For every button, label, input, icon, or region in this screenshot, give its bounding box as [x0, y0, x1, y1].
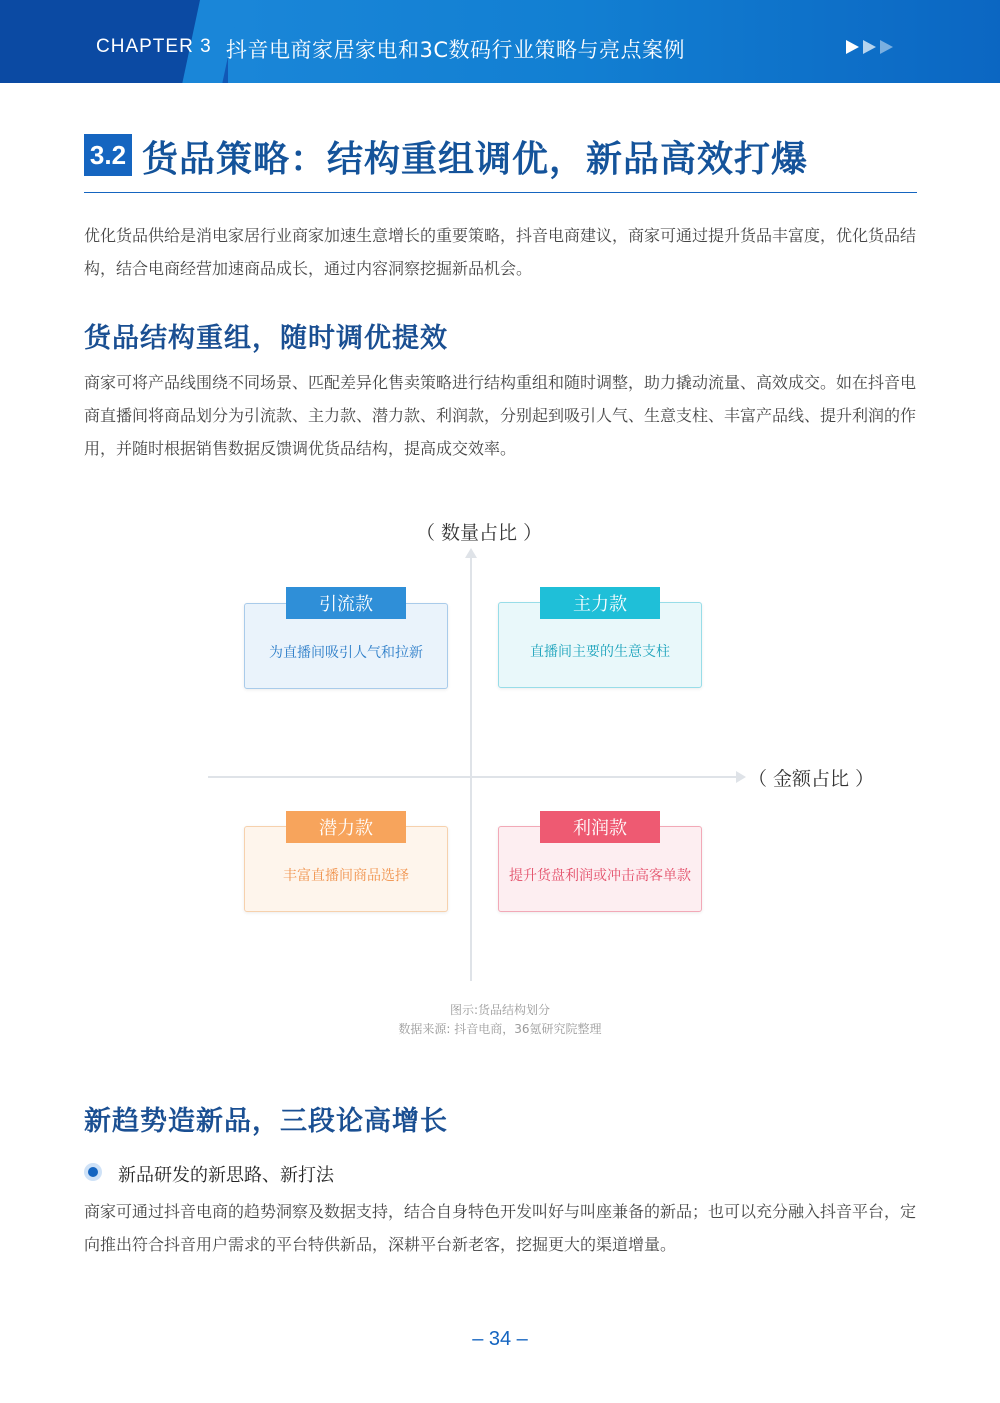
section-intro: 优化货品供给是消电家居行业商家加速生意增长的重要策略，抖音电商建议，商家可通过提升货品丰富度，优化货品结构，结合电商经营加速商品成长，通过内容洞察挖掘新品机会。 — [84, 226, 917, 278]
figure-caption-source: 数据来源: 抖音电商，36氪研究院整理 — [398, 1022, 602, 1036]
play-arrow-icon — [846, 40, 859, 54]
play-arrow-icon — [880, 40, 893, 54]
play-arrow-icon — [863, 40, 876, 54]
quadrant-desc-potential: 丰富直播间商品选择 — [283, 868, 409, 884]
quadrant-tag-potential: 潜力款 — [286, 811, 406, 843]
chapter-label: CHAPTER 3 — [96, 36, 212, 57]
page-number: – 34 – — [472, 1328, 528, 1350]
quadrant-desc-profit: 提升货盘利润或冲击高客单款 — [509, 868, 691, 884]
x-axis-arrow-icon — [736, 771, 746, 783]
y-axis-label: （ 数量占比 ） — [416, 522, 543, 544]
subsection-body-structure: 商家可将产品线围绕不同场景、匹配差异化售卖策略进行结构重组和随时调整，助力撬动流量、高效成交。如在抖音电商直播间将商品划分为引流款、主力款、潜力款、利润款，分别起到吸引人气、生意支柱、丰富产品线、提升利润的作用，并随时根据销售数据反馈调优货品结构，提高成交效率。 — [84, 373, 917, 458]
header-title: 抖音电商家居家电和3C数码行业策略与亮点案例 — [226, 38, 686, 62]
subsection-body-new-products: 商家可通过抖音电商的趋势洞察及数据支持，结合自身特色开发叫好与叫座兼备的新品；也可以充分融入抖音平台，定向推出符合抖音用户需求的平台特供新品，深耕平台新老客，挖掘更大的渠道增量。 — [84, 1202, 917, 1254]
quadrant-tag-main: 主力款 — [540, 587, 660, 619]
figure-caption-title: 图示:货品结构划分 — [449, 1003, 551, 1017]
y-axis — [470, 556, 472, 981]
header-arrows — [846, 40, 893, 54]
bullet-dot-icon — [84, 1163, 102, 1181]
x-axis — [208, 776, 738, 778]
quadrant-tag-traffic: 引流款 — [286, 587, 406, 619]
quadrant-desc-main: 直播间主要的生意支柱 — [530, 644, 670, 660]
section-title: 货品策略：结构重组调优，新品高效打爆 — [142, 139, 809, 180]
section-divider — [84, 192, 917, 193]
quadrant-desc-traffic: 为直播间吸引人气和拉新 — [269, 645, 423, 661]
chapter-header — [0, 0, 1000, 83]
subsection-heading-new-products: 新趋势造新品，三段论高增长 — [84, 1106, 448, 1137]
bullet-title: 新品研发的新思路、新打法 — [118, 1165, 334, 1186]
subsection-heading-structure: 货品结构重组，随时调优提效 — [84, 323, 448, 354]
quadrant-tag-profit: 利润款 — [540, 811, 660, 843]
section-number-badge: 3.2 — [84, 134, 132, 176]
x-axis-label: （ 金额占比 ） — [748, 768, 875, 790]
